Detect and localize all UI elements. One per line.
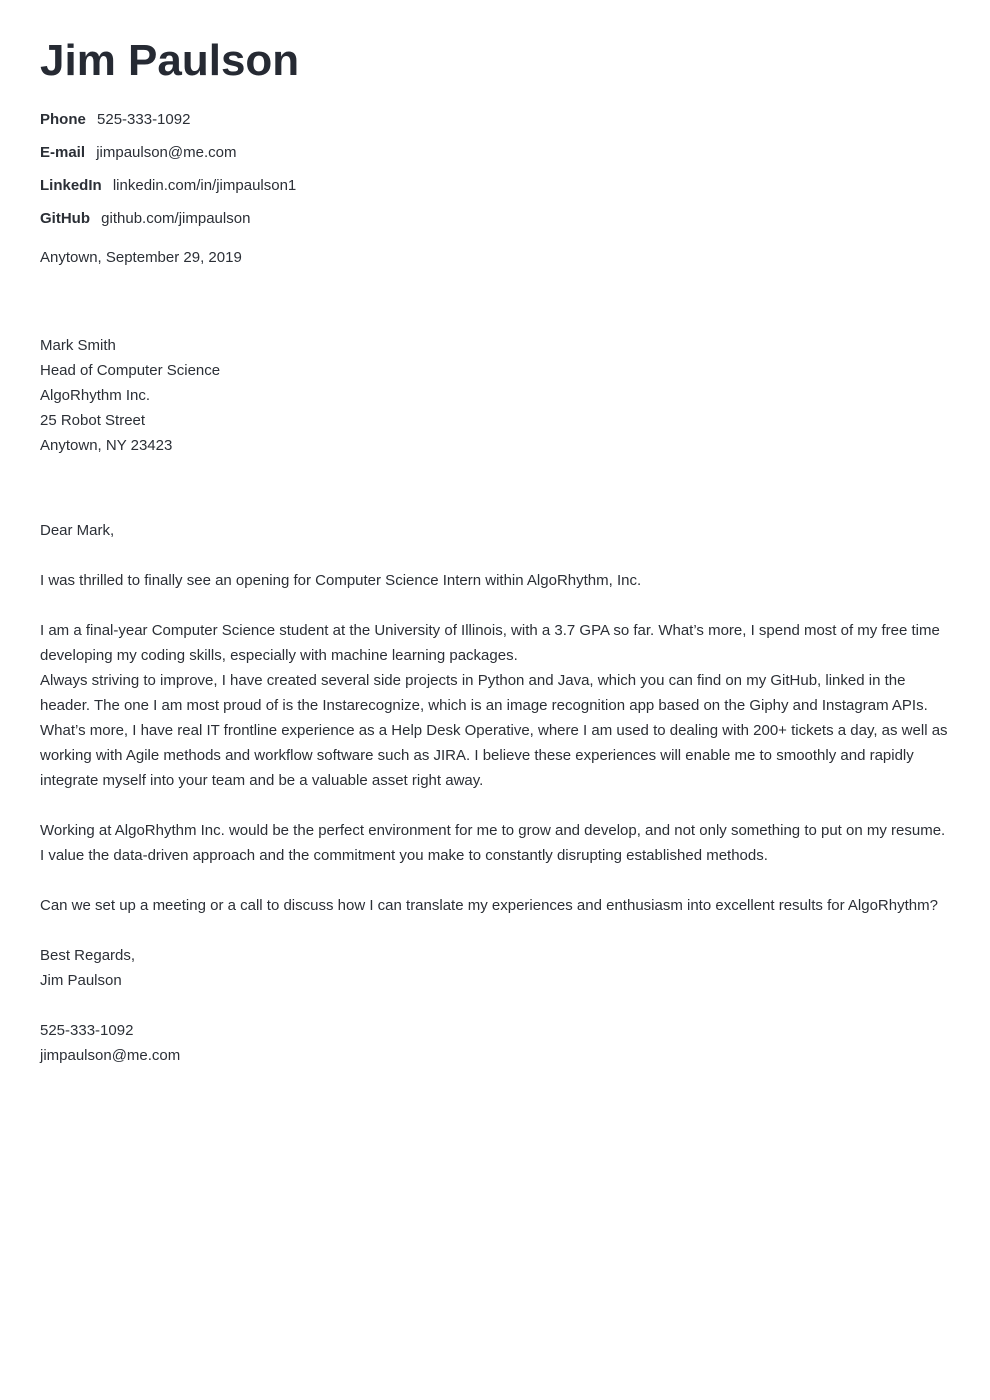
recipient-street: 25 Robot Street xyxy=(40,412,146,429)
contact-linkedin-label: LinkedIn xyxy=(40,177,102,194)
paragraph-opening: I was thrilled to finally see an opening for Computer Science Intern within AlgoRhythm, Inc. xyxy=(40,572,642,589)
contact-email-value: jimpaulson@me.com xyxy=(96,144,237,161)
contact-list xyxy=(40,110,950,229)
contact-phone-value: 525-333-1092 xyxy=(97,111,191,128)
letter-body xyxy=(40,518,950,918)
contact-github-value: github.com/jimpaulson xyxy=(101,210,251,227)
spacer xyxy=(40,993,950,1018)
contact-github xyxy=(40,209,950,229)
recipient-block xyxy=(40,333,950,458)
contact-email xyxy=(40,143,950,163)
closing: Best Regards, xyxy=(40,947,136,964)
footer-email: jimpaulson@me.com xyxy=(40,1047,181,1064)
footer-phone: 525-333-1092 xyxy=(40,1022,134,1039)
signature-name: Jim Paulson xyxy=(40,972,122,989)
salutation: Dear Mark, xyxy=(40,522,115,539)
contact-linkedin xyxy=(40,176,950,196)
contact-linkedin-value: linkedin.com/in/jimpaulson1 xyxy=(112,177,297,194)
contact-email-label: E-mail xyxy=(40,144,86,161)
paragraph-education: I am a final-year Computer Science student at the University of Illinois, with a 3.7 GPA so far. What’s more, I spend most of my free time developing my coding skills, especially with machine learning packages. xyxy=(40,622,940,664)
paragraph-experience: Always striving to improve, I have created several side projects in Python and Java, which you can find on my GitHub, linked in the header. The one I am most proud of is the Instarecognize, which is an image recognition app based on the Giphy and Instagram APIs. What’s more, I have real IT frontline experience as a Help Desk Operative, where I am used to dealing with 200+ tickets a day, as well as working with Agile methods and workflow software such as JIRA. I believe these experiences will enable me to smoothly and rapidly integrate myself into your team and be a valuable asset right away. xyxy=(40,672,948,789)
paragraph-motivation: Working at AlgoRhythm Inc. would be the perfect environment for me to grow and develop, and not only something to put on my resume. I value the data-driven approach and the commitment you make to constantly disrupting established methods. xyxy=(40,822,946,864)
recipient-name: Mark Smith xyxy=(40,337,116,354)
paragraph-call-to-action: Can we set up a meeting or a call to discuss how I can translate my experiences and enthusiasm into excellent results for AlgoRhythm? xyxy=(40,897,938,914)
applicant-name: Jim Paulson xyxy=(40,36,300,85)
recipient-company: AlgoRhythm Inc. xyxy=(40,387,151,404)
contact-github-label: GitHub xyxy=(40,210,90,227)
recipient-title: Head of Computer Science xyxy=(40,362,221,379)
date-line: Anytown, September 29, 2019 xyxy=(40,249,242,266)
contact-phone-label: Phone xyxy=(40,111,86,128)
contact-phone xyxy=(40,110,950,130)
signoff-block xyxy=(40,943,950,1068)
recipient-city: Anytown, NY 23423 xyxy=(40,437,173,454)
